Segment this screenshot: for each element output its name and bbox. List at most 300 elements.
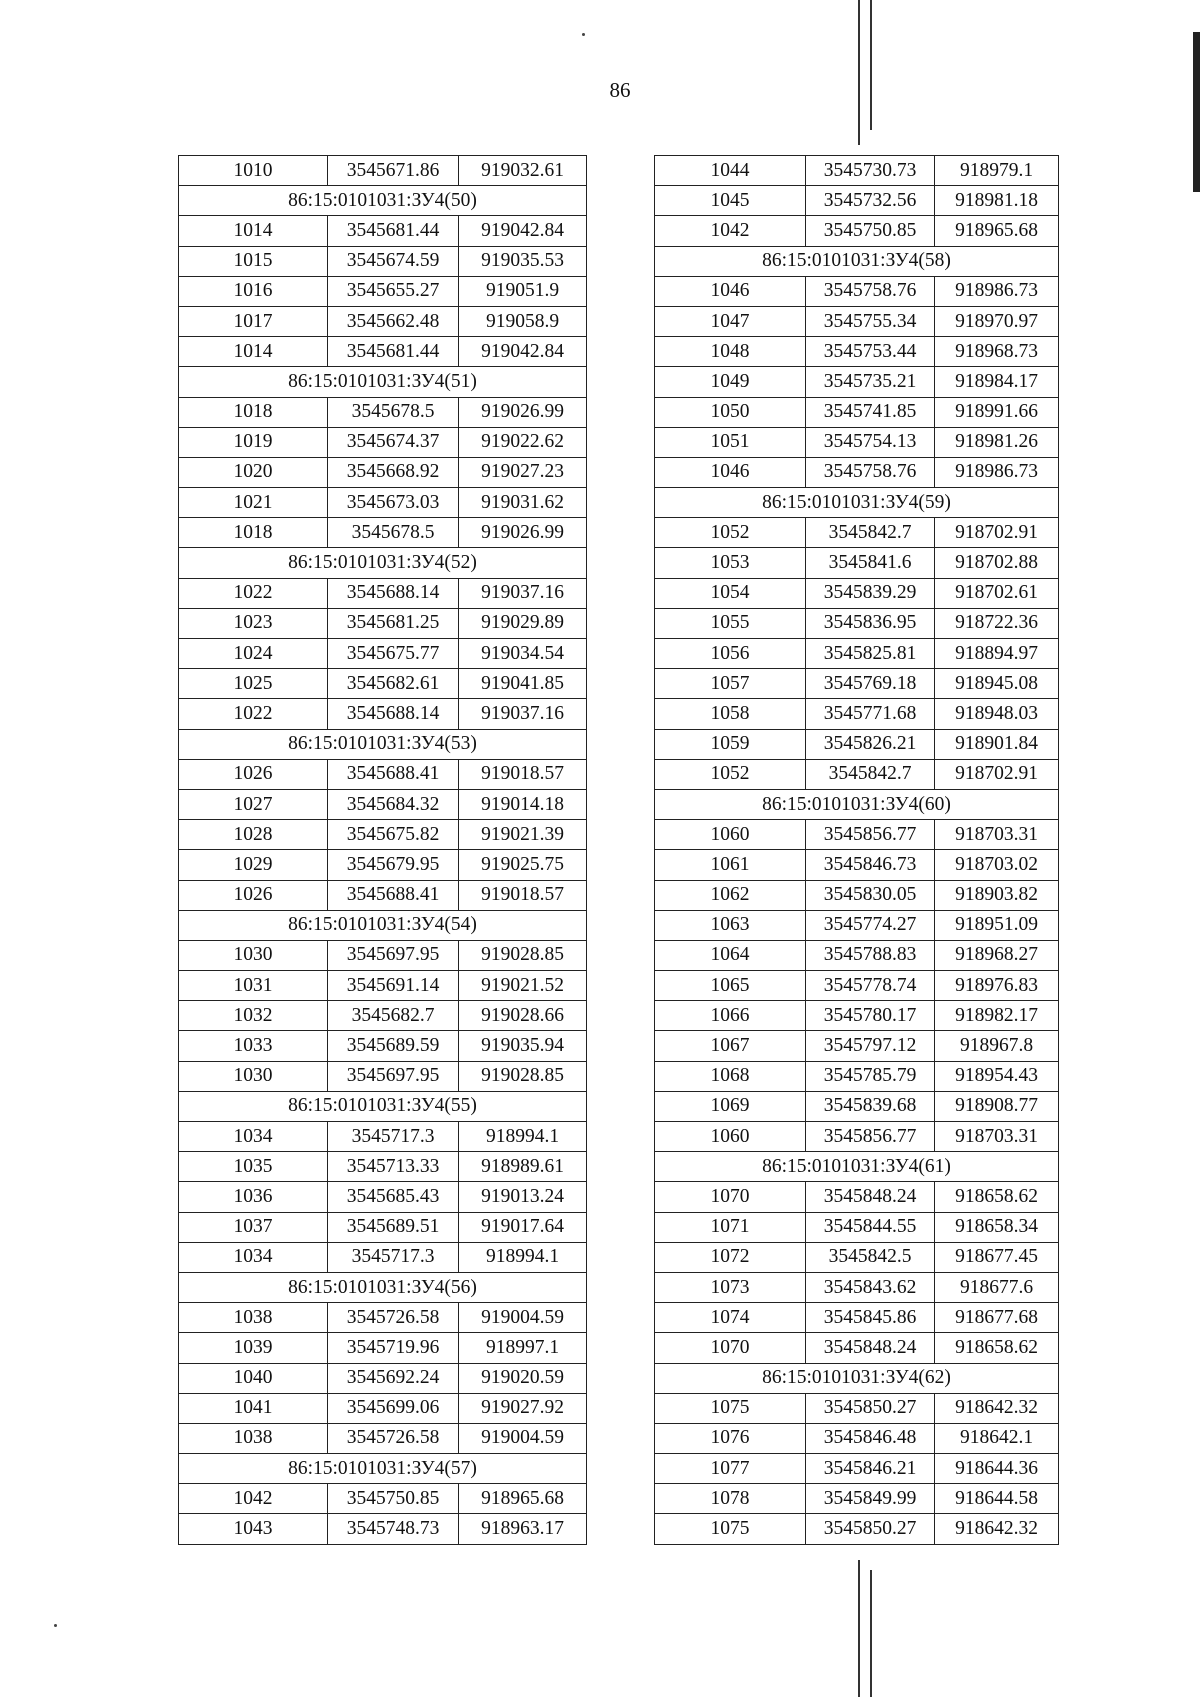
table-row — [655, 1333, 1059, 1363]
coordinate-y: 918986.73 — [935, 457, 1059, 487]
coordinate-y: 918994.1 — [459, 1122, 587, 1152]
coordinate-y: 918965.68 — [459, 1484, 587, 1514]
point-number: 1033 — [179, 1031, 328, 1061]
point-number: 1064 — [655, 940, 806, 970]
coordinate-y: 919042.84 — [459, 216, 587, 246]
point-number: 1067 — [655, 1031, 806, 1061]
table-row — [179, 1001, 587, 1031]
table-row — [179, 759, 587, 789]
coordinate-x: 3545741.85 — [806, 397, 935, 427]
point-number: 1060 — [655, 820, 806, 850]
table-row — [655, 1423, 1059, 1453]
table-row — [179, 699, 587, 729]
coordinate-x: 3545673.03 — [328, 488, 459, 518]
point-number: 1010 — [179, 156, 328, 186]
coordinate-x: 3545655.27 — [328, 276, 459, 306]
coordinate-y: 919034.54 — [459, 639, 587, 669]
coordinate-y: 919014.18 — [459, 789, 587, 819]
coordinate-x: 3545674.37 — [328, 427, 459, 457]
section-header-row — [655, 488, 1059, 518]
scan-line — [858, 0, 860, 145]
coordinate-y: 918677.6 — [935, 1272, 1059, 1302]
table-row — [655, 548, 1059, 578]
parcel-number: 86:15:0101031:ЗУ4(52) — [179, 548, 587, 578]
table-row — [655, 1212, 1059, 1242]
point-number: 1055 — [655, 608, 806, 638]
table-row — [655, 457, 1059, 487]
table-row — [655, 1484, 1059, 1514]
table-row — [655, 699, 1059, 729]
point-number: 1058 — [655, 699, 806, 729]
coordinate-x: 3545755.34 — [806, 306, 935, 336]
coordinate-x: 3545668.92 — [328, 457, 459, 487]
coordinate-x: 3545684.32 — [328, 789, 459, 819]
coordinate-y: 919004.59 — [459, 1423, 587, 1453]
coordinate-y: 918965.68 — [935, 216, 1059, 246]
coordinate-y: 919028.85 — [459, 940, 587, 970]
coordinate-x: 3545688.41 — [328, 759, 459, 789]
point-number: 1066 — [655, 1001, 806, 1031]
scan-speck — [54, 1624, 57, 1627]
coordinate-y: 918722.36 — [935, 608, 1059, 638]
point-number: 1018 — [179, 518, 328, 548]
point-number: 1019 — [179, 427, 328, 457]
point-number: 1075 — [655, 1514, 806, 1544]
section-header-row — [179, 729, 587, 759]
coordinate-x: 3545826.21 — [806, 729, 935, 759]
coordinates-table-left — [178, 155, 587, 1545]
coordinate-x: 3545735.21 — [806, 367, 935, 397]
coordinate-x: 3545846.21 — [806, 1454, 935, 1484]
section-header-row — [179, 186, 587, 216]
coordinate-y: 918644.36 — [935, 1454, 1059, 1484]
table-row — [179, 518, 587, 548]
coordinate-x: 3545778.74 — [806, 971, 935, 1001]
coordinate-y: 918994.1 — [459, 1242, 587, 1272]
coordinate-x: 3545685.43 — [328, 1182, 459, 1212]
scan-line — [870, 1570, 872, 1697]
table-row — [179, 850, 587, 880]
point-number: 1076 — [655, 1423, 806, 1453]
coordinate-y: 918981.26 — [935, 427, 1059, 457]
coordinate-y: 919027.92 — [459, 1393, 587, 1423]
coordinate-y: 919032.61 — [459, 156, 587, 186]
coordinate-y: 918967.8 — [935, 1031, 1059, 1061]
table-row — [179, 1303, 587, 1333]
table-row — [179, 1212, 587, 1242]
coordinate-y: 919004.59 — [459, 1303, 587, 1333]
table-row — [655, 940, 1059, 970]
coordinate-x: 3545844.55 — [806, 1212, 935, 1242]
table-row — [179, 1242, 587, 1272]
section-header-row — [655, 1152, 1059, 1182]
coordinate-y: 918703.31 — [935, 1122, 1059, 1152]
coordinate-x: 3545674.59 — [328, 246, 459, 276]
point-number: 1051 — [655, 427, 806, 457]
table-row — [179, 940, 587, 970]
table-row — [179, 608, 587, 638]
coordinate-x: 3545841.6 — [806, 548, 935, 578]
coordinate-x: 3545675.77 — [328, 639, 459, 669]
coordinate-y: 918894.97 — [935, 639, 1059, 669]
coordinate-y: 919051.9 — [459, 276, 587, 306]
point-number: 1030 — [179, 1061, 328, 1091]
parcel-number: 86:15:0101031:ЗУ4(53) — [179, 729, 587, 759]
point-number: 1046 — [655, 457, 806, 487]
point-number: 1060 — [655, 1122, 806, 1152]
coordinate-x: 3545769.18 — [806, 669, 935, 699]
coordinate-x: 3545717.3 — [328, 1242, 459, 1272]
table-row — [179, 1333, 587, 1363]
table-row — [655, 850, 1059, 880]
table-row — [655, 1061, 1059, 1091]
point-number: 1054 — [655, 578, 806, 608]
point-number: 1042 — [655, 216, 806, 246]
coordinate-x: 3545726.58 — [328, 1303, 459, 1333]
section-header-row — [179, 910, 587, 940]
point-number: 1042 — [179, 1484, 328, 1514]
coordinate-x: 3545681.44 — [328, 337, 459, 367]
point-number: 1037 — [179, 1212, 328, 1242]
coordinate-x: 3545839.68 — [806, 1091, 935, 1121]
coordinate-x: 3545681.44 — [328, 216, 459, 246]
table-row — [179, 578, 587, 608]
coordinate-y: 918986.73 — [935, 276, 1059, 306]
parcel-number: 86:15:0101031:ЗУ4(50) — [179, 186, 587, 216]
parcel-number: 86:15:0101031:ЗУ4(60) — [655, 789, 1059, 819]
table-row — [655, 1303, 1059, 1333]
coordinate-y: 918658.62 — [935, 1182, 1059, 1212]
coordinate-x: 3545692.24 — [328, 1363, 459, 1393]
coordinate-x: 3545662.48 — [328, 306, 459, 336]
point-number: 1027 — [179, 789, 328, 819]
point-number: 1018 — [179, 397, 328, 427]
coordinate-x: 3545699.06 — [328, 1393, 459, 1423]
parcel-number: 86:15:0101031:ЗУ4(59) — [655, 488, 1059, 518]
point-number: 1052 — [655, 759, 806, 789]
coordinate-y: 919035.53 — [459, 246, 587, 276]
table-row — [655, 669, 1059, 699]
section-header-row — [179, 367, 587, 397]
table-row — [655, 1454, 1059, 1484]
table-row — [655, 1091, 1059, 1121]
table-row — [655, 1242, 1059, 1272]
coordinate-x: 3545675.82 — [328, 820, 459, 850]
coordinate-x: 3545849.99 — [806, 1484, 935, 1514]
coordinate-x: 3545679.95 — [328, 850, 459, 880]
coordinate-y: 919042.84 — [459, 337, 587, 367]
point-number: 1029 — [179, 850, 328, 880]
coordinate-y: 918703.31 — [935, 820, 1059, 850]
point-number: 1014 — [179, 216, 328, 246]
coordinate-y: 918658.34 — [935, 1212, 1059, 1242]
table-row — [655, 276, 1059, 306]
table-row — [179, 1514, 587, 1544]
point-number: 1059 — [655, 729, 806, 759]
table-row — [655, 427, 1059, 457]
coordinate-y: 918984.17 — [935, 367, 1059, 397]
table-row — [655, 820, 1059, 850]
coordinate-y: 918702.61 — [935, 578, 1059, 608]
coordinate-x: 3545856.77 — [806, 1122, 935, 1152]
scan-speck — [582, 33, 585, 36]
point-number: 1021 — [179, 488, 328, 518]
coordinate-x: 3545717.3 — [328, 1122, 459, 1152]
point-number: 1035 — [179, 1152, 328, 1182]
coordinate-x: 3545780.17 — [806, 1001, 935, 1031]
coordinate-x: 3545753.44 — [806, 337, 935, 367]
coordinate-x: 3545774.27 — [806, 910, 935, 940]
point-number: 1057 — [655, 669, 806, 699]
coordinate-x: 3545850.27 — [806, 1514, 935, 1544]
coordinate-y: 919021.39 — [459, 820, 587, 850]
point-number: 1044 — [655, 156, 806, 186]
coordinate-x: 3545682.61 — [328, 669, 459, 699]
coordinate-y: 918644.58 — [935, 1484, 1059, 1514]
parcel-number: 86:15:0101031:ЗУ4(55) — [179, 1091, 587, 1121]
coordinate-y: 919026.99 — [459, 518, 587, 548]
coordinate-x: 3545843.62 — [806, 1272, 935, 1302]
table-row — [655, 1122, 1059, 1152]
point-number: 1031 — [179, 971, 328, 1001]
point-number: 1063 — [655, 910, 806, 940]
coordinate-x: 3545689.51 — [328, 1212, 459, 1242]
table-row — [655, 518, 1059, 548]
scan-edge — [1193, 32, 1200, 192]
point-number: 1038 — [179, 1303, 328, 1333]
point-number: 1017 — [179, 306, 328, 336]
coordinate-y: 918997.1 — [459, 1333, 587, 1363]
point-number: 1043 — [179, 1514, 328, 1544]
table-row — [179, 1484, 587, 1514]
point-number: 1036 — [179, 1182, 328, 1212]
table-row — [655, 1272, 1059, 1302]
table-row — [179, 1031, 587, 1061]
coordinate-y: 918658.62 — [935, 1333, 1059, 1363]
coordinate-x: 3545697.95 — [328, 940, 459, 970]
section-header-row — [179, 1091, 587, 1121]
section-header-row — [179, 1454, 587, 1484]
table-row — [655, 880, 1059, 910]
section-header-row — [655, 246, 1059, 276]
point-number: 1023 — [179, 608, 328, 638]
point-number: 1074 — [655, 1303, 806, 1333]
table-row — [655, 186, 1059, 216]
point-number: 1073 — [655, 1272, 806, 1302]
coordinate-y: 918677.45 — [935, 1242, 1059, 1272]
coordinate-x: 3545750.85 — [328, 1484, 459, 1514]
point-number: 1045 — [655, 186, 806, 216]
table-row — [655, 1393, 1059, 1423]
point-number: 1039 — [179, 1333, 328, 1363]
coordinate-x: 3545856.77 — [806, 820, 935, 850]
point-number: 1061 — [655, 850, 806, 880]
coordinate-y: 919013.24 — [459, 1182, 587, 1212]
point-number: 1040 — [179, 1363, 328, 1393]
table-row — [179, 669, 587, 699]
table-row — [179, 1363, 587, 1393]
point-number: 1024 — [179, 639, 328, 669]
coordinates-table-right — [654, 155, 1059, 1545]
section-header-row — [655, 1363, 1059, 1393]
point-number: 1030 — [179, 940, 328, 970]
scan-line — [858, 1560, 860, 1697]
point-number: 1026 — [179, 880, 328, 910]
point-number: 1056 — [655, 639, 806, 669]
table-row — [179, 880, 587, 910]
coordinate-y: 918901.84 — [935, 729, 1059, 759]
parcel-number: 86:15:0101031:ЗУ4(57) — [179, 1454, 587, 1484]
point-number: 1041 — [179, 1393, 328, 1423]
coordinate-y: 918963.17 — [459, 1514, 587, 1544]
coordinate-x: 3545848.24 — [806, 1333, 935, 1363]
coordinate-y: 918951.09 — [935, 910, 1059, 940]
point-number: 1065 — [655, 971, 806, 1001]
coordinate-x: 3545842.7 — [806, 518, 935, 548]
coordinate-y: 919037.16 — [459, 699, 587, 729]
table-row — [655, 608, 1059, 638]
coordinate-x: 3545845.86 — [806, 1303, 935, 1333]
coordinate-y: 918642.32 — [935, 1514, 1059, 1544]
point-number: 1026 — [179, 759, 328, 789]
table-row — [655, 971, 1059, 1001]
coordinate-x: 3545797.12 — [806, 1031, 935, 1061]
coordinate-x: 3545771.68 — [806, 699, 935, 729]
table-row — [179, 1182, 587, 1212]
scan-line — [870, 0, 872, 130]
coordinate-x: 3545754.13 — [806, 427, 935, 457]
table-row — [655, 156, 1059, 186]
coordinate-x: 3545846.48 — [806, 1423, 935, 1453]
point-number: 1069 — [655, 1091, 806, 1121]
coordinate-y: 918954.43 — [935, 1061, 1059, 1091]
table-row — [179, 1061, 587, 1091]
point-number: 1032 — [179, 1001, 328, 1031]
coordinate-x: 3545730.73 — [806, 156, 935, 186]
table-row — [179, 1152, 587, 1182]
coordinate-y: 918968.73 — [935, 337, 1059, 367]
table-row — [655, 1031, 1059, 1061]
table-row — [655, 1182, 1059, 1212]
coordinate-y: 918945.08 — [935, 669, 1059, 699]
coordinate-x: 3545726.58 — [328, 1423, 459, 1453]
coordinate-x: 3545758.76 — [806, 457, 935, 487]
coordinate-y: 918702.91 — [935, 518, 1059, 548]
table-row — [655, 759, 1059, 789]
coordinate-y: 919026.99 — [459, 397, 587, 427]
point-number: 1077 — [655, 1454, 806, 1484]
coordinate-y: 918976.83 — [935, 971, 1059, 1001]
point-number: 1050 — [655, 397, 806, 427]
table-row — [179, 246, 587, 276]
coordinate-x: 3545750.85 — [806, 216, 935, 246]
coordinate-x: 3545788.83 — [806, 940, 935, 970]
point-number: 1070 — [655, 1182, 806, 1212]
coordinate-x: 3545842.7 — [806, 759, 935, 789]
table-row — [655, 910, 1059, 940]
coordinate-x: 3545671.86 — [328, 156, 459, 186]
table-row — [179, 457, 587, 487]
section-header-row — [179, 548, 587, 578]
parcel-number: 86:15:0101031:ЗУ4(54) — [179, 910, 587, 940]
table-row — [179, 397, 587, 427]
coordinate-y: 918703.02 — [935, 850, 1059, 880]
point-number: 1052 — [655, 518, 806, 548]
coordinate-y: 918982.17 — [935, 1001, 1059, 1031]
table-row — [179, 1122, 587, 1152]
coordinate-y: 919020.59 — [459, 1363, 587, 1393]
coordinate-x: 3545785.79 — [806, 1061, 935, 1091]
coordinate-x: 3545678.5 — [328, 518, 459, 548]
table-row — [655, 1514, 1059, 1544]
coordinate-y: 919037.16 — [459, 578, 587, 608]
table-row — [655, 1001, 1059, 1031]
coordinate-x: 3545825.81 — [806, 639, 935, 669]
coordinate-y: 919028.66 — [459, 1001, 587, 1031]
coordinate-x: 3545678.5 — [328, 397, 459, 427]
coordinate-x: 3545848.24 — [806, 1182, 935, 1212]
table-row — [179, 820, 587, 850]
coordinate-y: 919018.57 — [459, 880, 587, 910]
point-number: 1049 — [655, 367, 806, 397]
coordinate-x: 3545688.14 — [328, 578, 459, 608]
coordinate-x: 3545748.73 — [328, 1514, 459, 1544]
coordinate-y: 918968.27 — [935, 940, 1059, 970]
table-row — [179, 427, 587, 457]
table-row — [179, 156, 587, 186]
coordinate-y: 919025.75 — [459, 850, 587, 880]
coordinate-y: 918903.82 — [935, 880, 1059, 910]
table-row — [179, 1393, 587, 1423]
table-row — [179, 971, 587, 1001]
coordinate-y: 918677.68 — [935, 1303, 1059, 1333]
coordinate-y: 919027.23 — [459, 457, 587, 487]
coordinate-x: 3545839.29 — [806, 578, 935, 608]
table-row — [655, 397, 1059, 427]
table-row — [655, 639, 1059, 669]
coordinate-y: 919058.9 — [459, 306, 587, 336]
coordinate-x: 3545758.76 — [806, 276, 935, 306]
point-number: 1034 — [179, 1122, 328, 1152]
coordinate-x: 3545842.5 — [806, 1242, 935, 1272]
coordinate-x: 3545732.56 — [806, 186, 935, 216]
point-number: 1014 — [179, 337, 328, 367]
parcel-number: 86:15:0101031:ЗУ4(58) — [655, 246, 1059, 276]
point-number: 1016 — [179, 276, 328, 306]
coordinate-x: 3545688.41 — [328, 880, 459, 910]
coordinate-x: 3545681.25 — [328, 608, 459, 638]
coordinate-x: 3545713.33 — [328, 1152, 459, 1182]
coordinate-y: 919028.85 — [459, 1061, 587, 1091]
coordinate-y: 919029.89 — [459, 608, 587, 638]
point-number: 1068 — [655, 1061, 806, 1091]
coordinate-y: 919022.62 — [459, 427, 587, 457]
coordinate-x: 3545846.73 — [806, 850, 935, 880]
section-header-row — [655, 789, 1059, 819]
table-row — [179, 337, 587, 367]
page-number: 86 — [609, 78, 631, 102]
parcel-number: 86:15:0101031:ЗУ4(56) — [179, 1272, 587, 1302]
table-row — [655, 729, 1059, 759]
point-number: 1047 — [655, 306, 806, 336]
point-number: 1072 — [655, 1242, 806, 1272]
coordinate-y: 918981.18 — [935, 186, 1059, 216]
coordinate-x: 3545830.05 — [806, 880, 935, 910]
point-number: 1048 — [655, 337, 806, 367]
coordinate-y: 918908.77 — [935, 1091, 1059, 1121]
coordinate-y: 919021.52 — [459, 971, 587, 1001]
table-row — [655, 306, 1059, 336]
